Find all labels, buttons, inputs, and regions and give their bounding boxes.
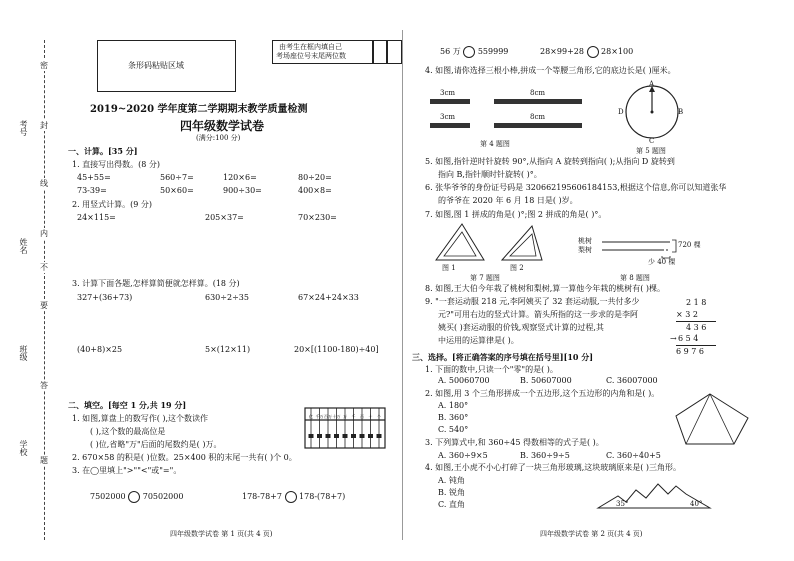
abacus-bead (351, 434, 356, 438)
question: 3. 在◯里填上">""<"或"="。 (72, 466, 182, 475)
question: 6. 张华爷爷的身份证号码是 320662195606184153,根据这个信息,你可以知道张华 (425, 183, 727, 192)
choice-option[interactable]: A. 360÷9×5 (438, 451, 488, 460)
choice-option[interactable]: B. 50607000 (520, 376, 572, 385)
question: 4. 如图,请你选择三根小棒,拼成一个等腰三角形,它的底边长是( )厘米。 (425, 66, 676, 75)
simplify-item: 327+(36+73) (77, 293, 133, 302)
angle-label: 40° (690, 500, 703, 508)
pentagon-figure (674, 392, 754, 448)
question: 1. 直接写出得数。(8 分) (72, 160, 161, 169)
question: 7. 如图,图 1 拼成的角是( )°;图 2 拼成的角是( )°。 (425, 210, 607, 219)
abacus-unit-label: 千万 (315, 414, 324, 419)
question: 2. 如图,用 3 个三角形拼成一个五边形,这个五边形的内角和是( )。 (425, 389, 660, 398)
abacus-unit-label: 千 (351, 414, 356, 419)
calc-rule (676, 321, 716, 322)
cut-mark: 内 (40, 229, 48, 238)
figure-caption: 第 4 题图 (480, 140, 510, 148)
figure-caption: 第 5 题图 (636, 147, 666, 155)
choice-option[interactable]: A. 钝角 (438, 476, 465, 485)
oral-item: 50×60= (160, 186, 194, 195)
angle-label: 35° (616, 500, 629, 508)
oral-item: 400×8= (298, 186, 332, 195)
cut-mark: 题 (40, 456, 48, 465)
label-exam-number: 考号 (19, 120, 28, 136)
bar-value: 720 棵 (678, 241, 701, 249)
cut-mark: 不 (40, 263, 48, 272)
clock-label: B (678, 108, 684, 116)
abacus-bead (317, 434, 322, 438)
clock-label: C (649, 137, 655, 145)
seat-notice-box: 由考生在框内填自己 考场座位号末尾两位数 (272, 40, 374, 64)
abacus-unit-label: 百 (360, 414, 364, 419)
vertical-item: 24×115= (77, 213, 116, 222)
label-class: 班级 (19, 345, 28, 361)
abacus-bead (309, 434, 314, 438)
oral-item: 900÷30= (223, 186, 262, 195)
compare-item: 7502000 70502000 (90, 492, 184, 501)
question: 指向 B,指针顺时针旋转( )°。 (438, 170, 542, 179)
label-name: 姓名 (19, 238, 28, 254)
cut-mark: 密 (40, 61, 48, 70)
choice-option[interactable]: B. 360÷9÷5 (520, 451, 570, 460)
abacus-bead (377, 434, 382, 438)
choice-option[interactable]: B. 锐角 (438, 488, 465, 497)
stick-8cm (494, 99, 582, 104)
pentagon-outline (676, 394, 748, 444)
total-brace (672, 240, 676, 252)
abacus-unit-label: 万 (343, 414, 347, 419)
set-square-1a (436, 224, 484, 260)
vertical-calc-line: 4 3 6 (686, 323, 707, 332)
compare-item: 56 万 559999 (440, 47, 509, 56)
oral-item: 45+55= (77, 173, 111, 182)
choice-option[interactable]: A. 50060700 (438, 376, 490, 385)
question: 2. 670×58 的积是( )位数。25×400 积的末尾一共有( )个 0。 (72, 453, 297, 462)
choice-option[interactable]: B. 360° (438, 413, 469, 422)
stick-8cm (494, 123, 582, 128)
oral-item: 560÷7= (160, 173, 194, 182)
question: 中运用的运算律是( )。 (438, 336, 519, 345)
cut-mark: 线 (40, 179, 48, 188)
oral-item: 73-39= (77, 186, 107, 195)
question: 的爷爷在 2020 年 6 月 18 日是( )岁。 (438, 196, 578, 205)
question: 1. 如图,算盘上的数写作( ),这个数读作 (72, 414, 209, 423)
abacus-bead (343, 434, 348, 438)
abacus-bead (368, 434, 373, 438)
set-square-figures (432, 222, 572, 266)
simplify-item: 67×24+24×33 (298, 293, 359, 302)
clock-label: A (649, 80, 655, 88)
barcode-area: 条形码粘贴区域 (97, 40, 236, 92)
choice-option[interactable]: C. 540° (438, 425, 469, 434)
cut-mark: 要 (40, 301, 48, 310)
set-square-1b (444, 232, 476, 256)
stick-3cm (430, 99, 470, 104)
question: 2. 用竖式计算。(9 分) (72, 200, 153, 209)
calc-rule (676, 345, 716, 346)
choice-option[interactable]: C. 直角 (438, 500, 465, 509)
question: 1. 下面的数中,只读一个"零"的是( )。 (425, 365, 558, 374)
set-square-2b (510, 234, 536, 256)
abacus-unit-label: 亿 (309, 414, 313, 419)
vertical-item: 205×37= (205, 213, 244, 222)
vertical-calc-line: 2 1 8 (686, 298, 707, 307)
vertical-calc-line: 6 9 7 6 (676, 347, 704, 356)
question: 3. 下列算式中,和 360÷45 得数相等的式子是( )。 (425, 438, 604, 447)
bar-diagram (600, 236, 690, 266)
question: 8. 如图,王大伯今年栽了桃树和梨树,算一算他今年栽的桃树有( )棵。 (425, 284, 666, 293)
section-calc: 一、计算。[35 分] (68, 146, 138, 156)
compare-circle[interactable] (463, 46, 475, 58)
compare-item: 178-78+7 178-(78+7) (242, 492, 346, 501)
clock-center (651, 111, 654, 114)
figure-caption: 第 7 题图 (470, 274, 500, 282)
vertical-item: 70×230= (298, 213, 337, 222)
binding-margin (0, 0, 60, 561)
stick-3cm (430, 123, 470, 128)
question: 3. 计算下面各题,怎样算简便就怎样算。(18 分) (72, 279, 240, 288)
abacus-unit-label: 百万 (324, 414, 332, 419)
abacus-bead (360, 434, 365, 438)
bar-label: 桃树 (578, 237, 592, 245)
simplify-item: 20×[(1100-180)÷40] (294, 345, 379, 354)
page-divider (402, 30, 403, 540)
question: ( )位,省略"万"后面的尾数约是( )万。 (90, 440, 222, 449)
choice-option[interactable]: C. 360÷40+5 (606, 451, 661, 460)
oral-item: 80÷20= (298, 173, 332, 182)
exam-title: 2019~2020 学年度第二学期期末教学质量检测 (90, 104, 308, 115)
clock-label: D (618, 108, 624, 116)
seat-digit-box[interactable] (386, 40, 402, 64)
question: 姨买( )套运动服的价钱,观察竖式计算的过程,其 (438, 323, 604, 332)
bar-label: 梨树 (578, 246, 592, 254)
vertical-calc-line: × 3 2 (676, 310, 698, 319)
arrow-pointer: → (670, 334, 677, 343)
simplify-item: 5×(12×11) (205, 345, 251, 354)
compare-circle[interactable] (285, 491, 297, 503)
section-choice: 三、选择。[将正确答案的序号填在括号里][10 分] (412, 352, 594, 362)
abacus-unit-label: 个 (377, 414, 381, 419)
full-score: (满分:100 分) (196, 134, 241, 142)
abacus-unit-label: 十万 (332, 414, 341, 419)
oral-item: 120×6= (223, 173, 257, 182)
figure-label: 图 2 (510, 264, 524, 272)
question: 元?"可用右边的竖式计算。箭头所指的这一步求的是李阿 (438, 310, 638, 319)
section-fill: 二、填空。[每空 1 分,共 19 分] (68, 400, 187, 410)
subject-title: 四年级数学试卷 (180, 119, 265, 133)
label-school: 学校 (19, 440, 28, 456)
abacus-figure (305, 404, 387, 450)
question: 5. 如图,指针逆时针旋转 90°,从指向 A 旋转到指向( );从指向 D 旋转到 (425, 157, 675, 166)
choice-option[interactable]: A. 180° (438, 401, 469, 410)
page-footer: 四年级数学试卷 第 1 页(共 4 页) (170, 530, 273, 538)
abacus-bead (326, 434, 331, 438)
vertical-calc-line: 6 5 4 (678, 334, 699, 343)
compare-circle[interactable] (587, 46, 599, 58)
compare-item: 28×99+28 28×100 (540, 47, 634, 56)
figure-caption: 第 8 题图 (620, 274, 650, 282)
compare-circle[interactable] (128, 491, 140, 503)
question: 4. 如图,王小虎不小心打碎了一块三角形玻璃,这块玻璃原来是( )三角形。 (425, 463, 682, 472)
question: 9. "一套运动服 218 元,李阿姨买了 32 套运动服,一共付多少 (425, 297, 640, 306)
page-footer: 四年级数学试卷 第 2 页(共 4 页) (540, 530, 643, 538)
question: ( ),这个数的最高位是 (90, 427, 166, 436)
abacus-unit-label: 十 (368, 414, 373, 419)
bar-value: 少 40 棵 (648, 258, 676, 266)
simplify-item: 630÷2÷35 (205, 293, 249, 302)
abacus-bead (334, 434, 339, 438)
cut-mark: 答 (40, 381, 48, 390)
figure-label: 图 1 (442, 264, 456, 272)
simplify-item: (40+8)×25 (77, 345, 123, 354)
cut-mark: 封 (40, 121, 48, 130)
choice-option[interactable]: C. 36007000 (606, 376, 658, 385)
